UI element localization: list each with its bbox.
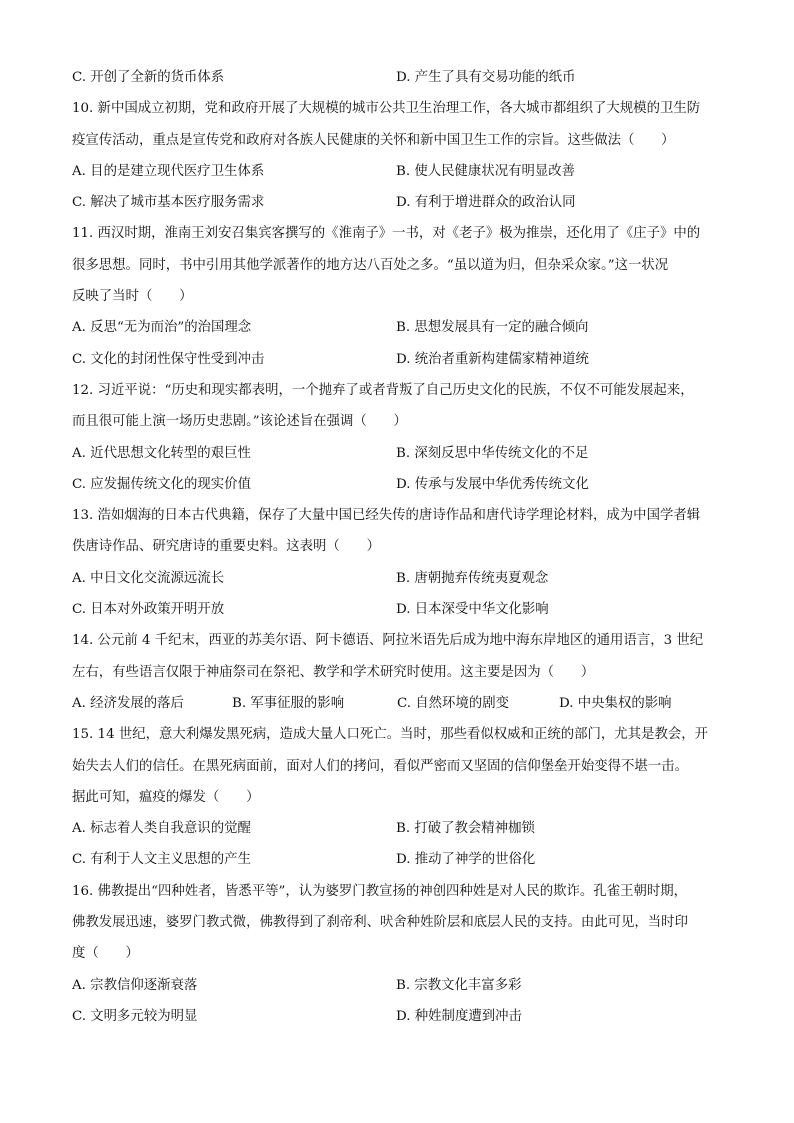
question-stem-line: 据此可知，瘟疫的爆发（ ）	[72, 789, 260, 805]
q9-option-c[interactable]: C. 开创了全新的货币体系	[72, 70, 225, 85]
question-stem-line: 佛教发展迅速，婆罗门教式微，佛教得到了刹帝利、吠舍种姓阶层和底层人民的支持。由此可见，当时印	[72, 915, 688, 931]
options-row	[72, 187, 726, 218]
option-c[interactable]: C. 文化的封闭性保守性受到冲击	[72, 351, 265, 367]
options-row	[72, 688, 726, 719]
options-row	[72, 594, 726, 625]
option-d[interactable]: D. 日本深受中华文化影响	[396, 602, 549, 618]
options-row	[72, 312, 726, 343]
question-stem-line: 11. 西汉时期，淮南王刘安召集宾客撰写的《淮南子》一书，对《老子》极为推崇，还化用了《庄子》中的	[72, 226, 701, 242]
q9-option-d[interactable]: D. 产生了具有交易功能的纸币	[396, 70, 576, 85]
option-c[interactable]: C. 自然环境的剧变	[397, 695, 510, 711]
option-d[interactable]: D. 统治者重新构建儒家精神道统	[396, 351, 589, 367]
option-b[interactable]: B. 打破了教会精神枷锁	[396, 821, 535, 837]
question-16	[72, 876, 726, 1032]
option-d[interactable]: D. 传承与发展中华优秀传统文化	[396, 476, 589, 492]
options-row	[72, 156, 726, 187]
question-12	[72, 375, 726, 500]
option-c[interactable]: C. 文明多元较为明显	[72, 1008, 198, 1024]
option-d[interactable]: D. 推动了神学的世俗化	[396, 852, 536, 868]
question-stem-line: 很多思想。同时，书中引用其他学派著作的地方达八百处之多。“虽以道为归，但杂采众家。”这一状况	[72, 257, 669, 273]
option-b[interactable]: B. 深刻反思中华传统文化的不足	[396, 445, 589, 461]
option-b[interactable]: B. 宗教文化丰富多彩	[396, 977, 522, 993]
question-14	[72, 625, 726, 719]
option-d[interactable]: D. 中央集权的影响	[559, 695, 672, 711]
option-a[interactable]: A. 目的是建立现代医疗卫生体系	[72, 163, 265, 179]
option-a[interactable]: A. 中日文化交流源远流长	[72, 570, 225, 586]
question-stem-line: 度（ ）	[72, 946, 139, 962]
question-stem-line: 10. 新中国成立初期，党和政府开展了大规模的城市公共卫生治理工作，各大城市都组织了大规模的卫生防	[72, 101, 701, 117]
option-b[interactable]: B. 思想发展具有一定的融合倾向	[396, 320, 589, 336]
options-row	[72, 469, 726, 500]
option-d[interactable]: D. 有利于增进群众的政治认同	[396, 195, 576, 211]
option-c[interactable]: C. 应发掘传统文化的现实价值	[72, 476, 251, 492]
question-stem-line: 12. 习近平说：“历史和现实都表明，一个抛弃了或者背叛了自己历史文化的民族，不仅不可能发展起来，	[72, 382, 694, 398]
question-13	[72, 500, 726, 625]
question-stem-line: 始失去人们的信任。在黑死病面前，面对人们的拷问，看似严密而又坚固的信仰堡垒开始变得不堪一击。	[72, 758, 688, 774]
option-a[interactable]: A. 反思“无为而治”的治国理念	[72, 320, 252, 336]
question-stem-line: 佚唐诗作品、研究唐诗的重要史料。这表明（ ）	[72, 539, 380, 555]
options-row	[72, 344, 726, 375]
options-row	[72, 1001, 726, 1032]
option-a[interactable]: A. 标志着人类自我意识的觉醒	[72, 821, 251, 837]
options-row	[72, 844, 726, 875]
question-stem-line: 16. 佛教提出“四种姓者，皆悉平等”，认为婆罗门教宣扬的神创四种姓是对人民的欺诈。孔雀王朝时期，	[72, 883, 688, 899]
option-b[interactable]: B. 军事征服的影响	[232, 695, 345, 711]
exam-page	[72, 62, 726, 1032]
option-a[interactable]: A. 宗教信仰逐渐衰落	[72, 977, 198, 993]
option-c[interactable]: C. 解决了城市基本医疗服务需求	[72, 195, 265, 211]
question-stem-line: 14. 公元前 4 千纪末，西亚的苏美尔语、阿卡德语、阿拉米语先后成为地中海东岸地区的通用语言，3 世纪	[72, 633, 704, 649]
question-15	[72, 719, 726, 875]
question-stem-line: 左右，有些语言仅限于神庙祭司在祭祀、教学和学术研究时使用。这主要是因为（ ）	[72, 664, 595, 680]
option-a[interactable]: A. 近代思想文化转型的艰巨性	[72, 445, 251, 461]
option-c[interactable]: C. 有利于人文主义思想的产生	[72, 852, 251, 868]
question-stem-line: 疫宣传活动，重点是宣传党和政府对各族人民健康的关怀和新中国卫生工作的宗旨。这些做法（ ）	[72, 132, 675, 148]
question-stem-line: 15. 14 世纪，意大利爆发黑死病，造成大量人口死亡。当时，那些看似权威和正统的部门，尤其是教会，开	[72, 727, 709, 743]
option-b[interactable]: B. 唐朝抛弃传统夷夏观念	[396, 570, 549, 586]
question-stem-line: 13. 浩如烟海的日本古代典籍，保存了大量中国已经失传的唐诗作品和唐代诗学理论材料，成为中国学者辑	[72, 508, 701, 524]
option-c[interactable]: C. 日本对外政策开明开放	[72, 602, 225, 618]
q9-options-cd	[72, 62, 726, 93]
question-10	[72, 93, 726, 218]
question-stem-line: 而且很可能上演一场历史悲剧。”该论述旨在强调（ ）	[72, 414, 407, 430]
question-11	[72, 218, 726, 374]
options-row	[72, 438, 726, 469]
question-stem-line: 反映了当时（ ）	[72, 289, 193, 305]
option-d[interactable]: D. 种姓制度遭到冲击	[396, 1008, 522, 1024]
options-row	[72, 563, 726, 594]
options-row	[72, 813, 726, 844]
option-b[interactable]: B. 使人民健康状况有明显改善	[396, 163, 576, 179]
option-a[interactable]: A. 经济发展的落后	[72, 695, 184, 711]
options-row	[72, 970, 726, 1001]
